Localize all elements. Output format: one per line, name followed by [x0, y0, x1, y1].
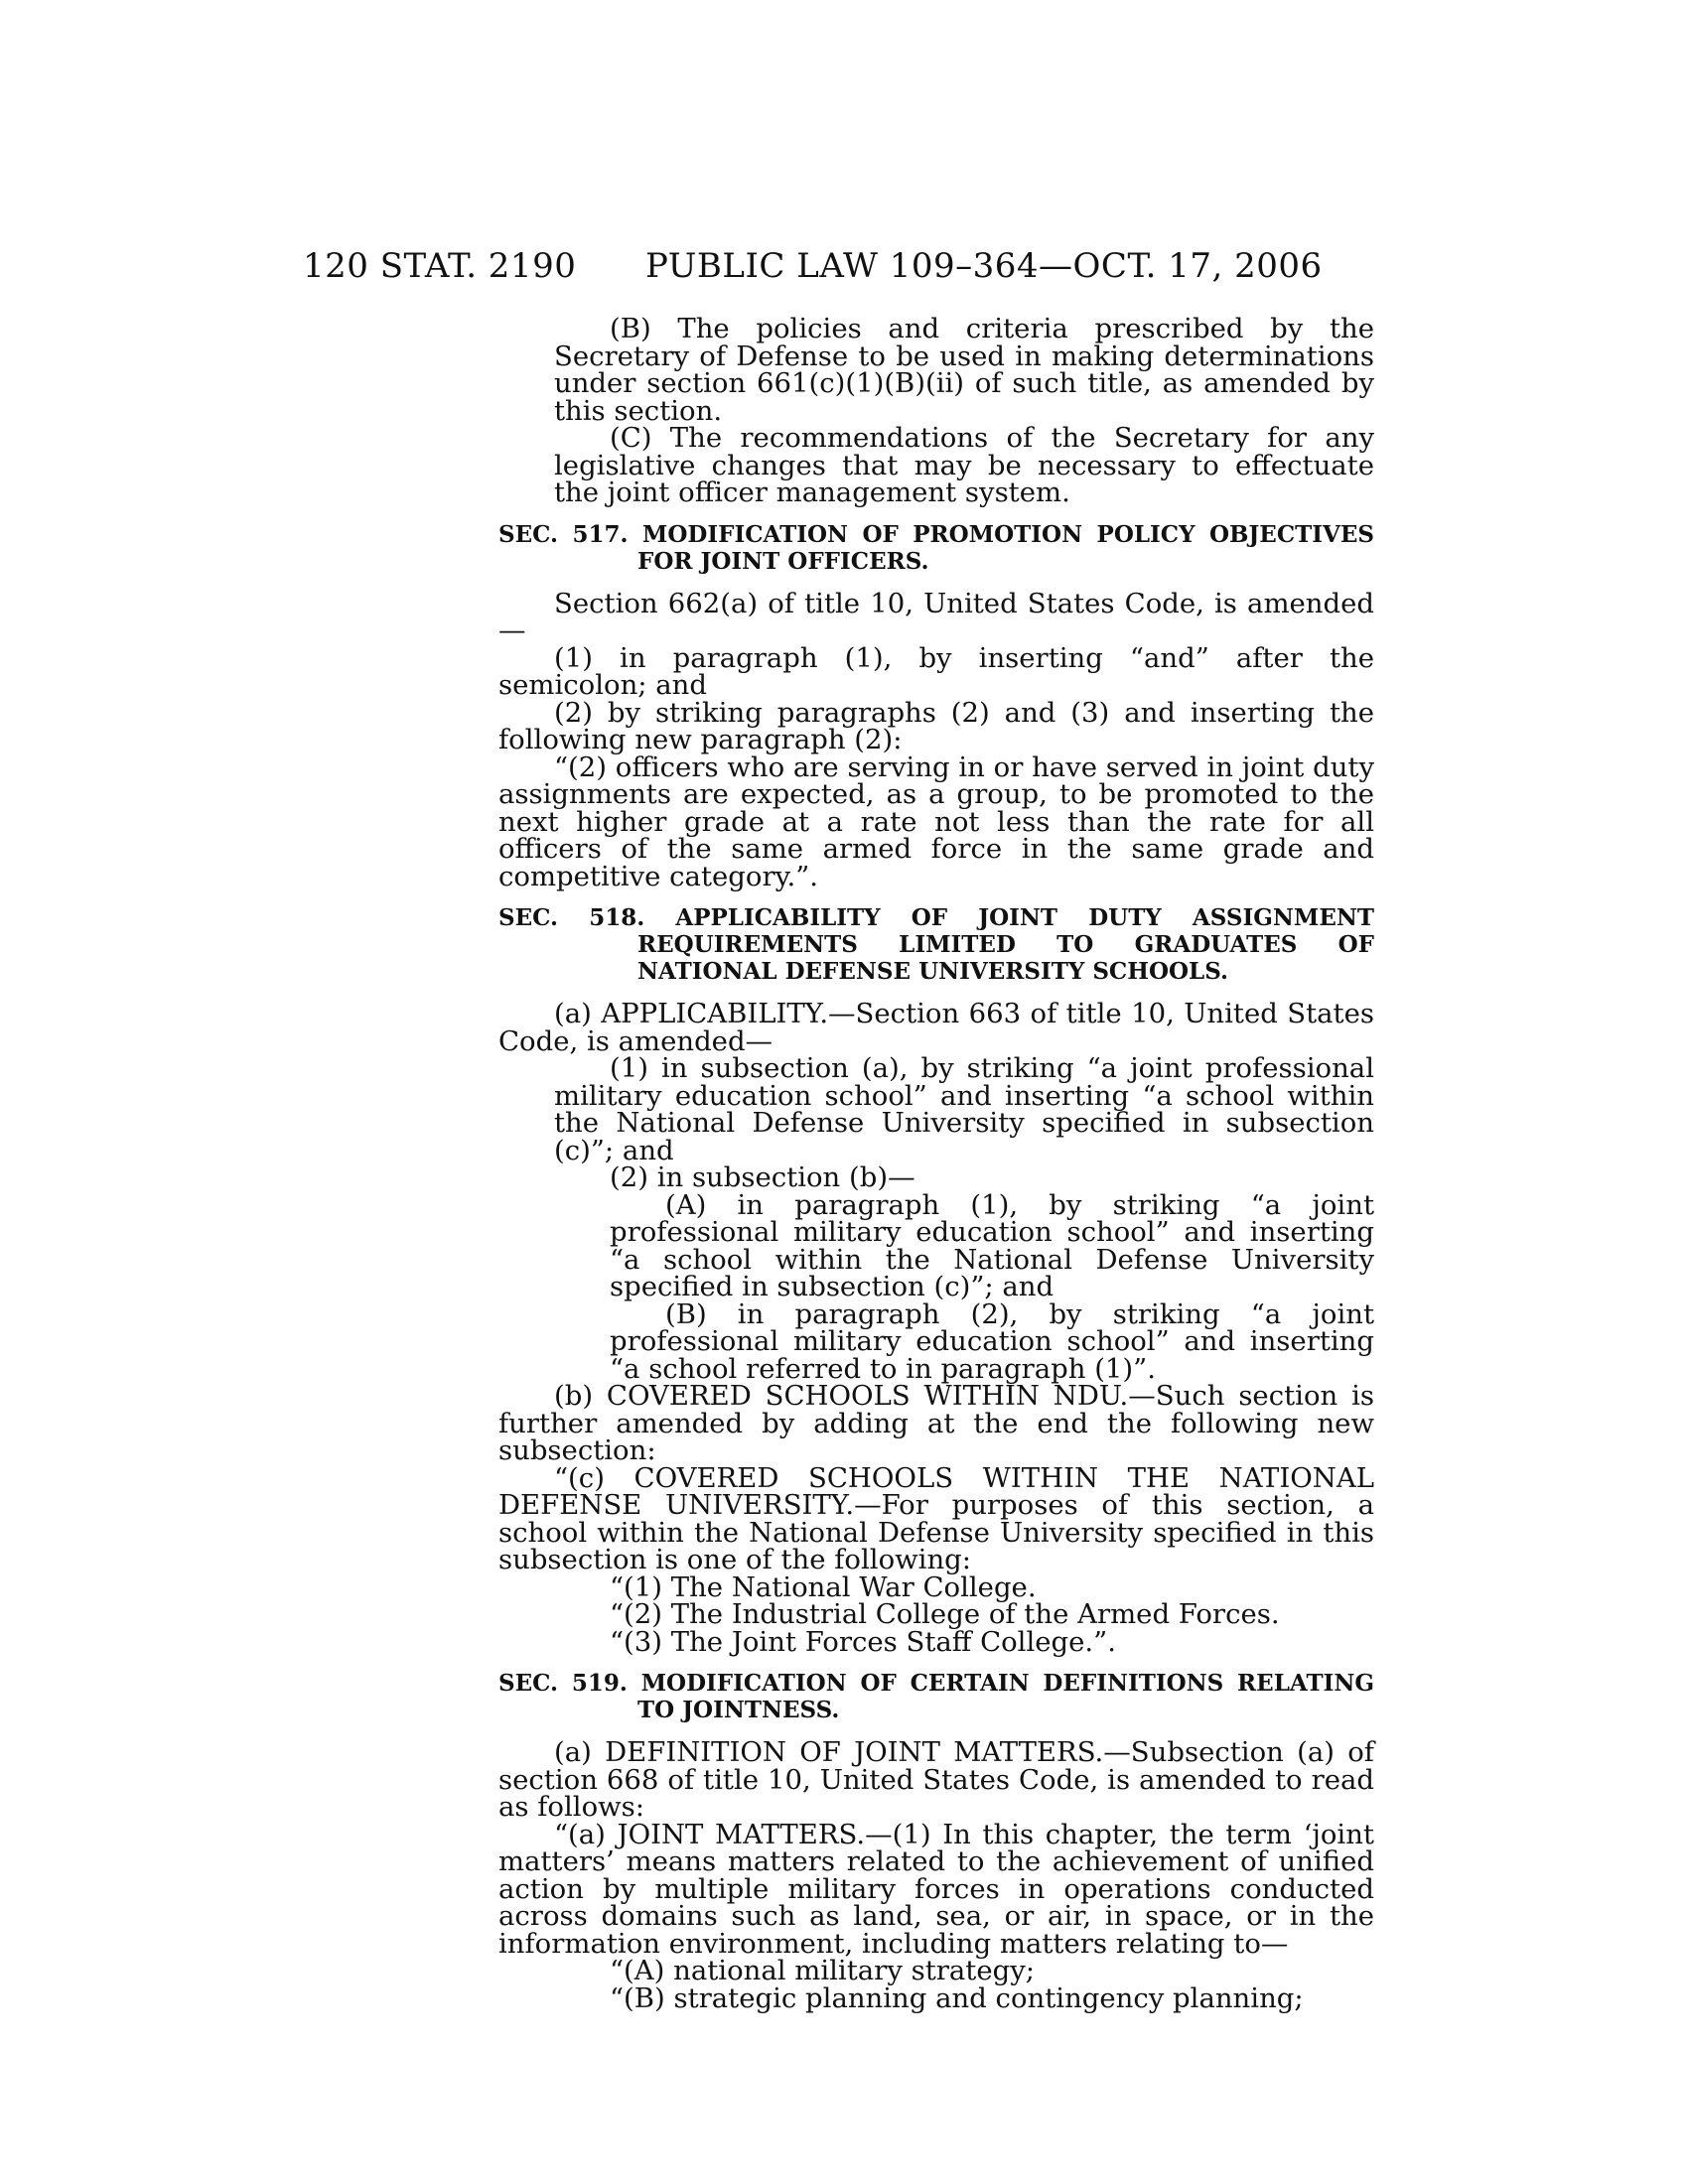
paragraph: Section 662(a) of title 10, United States Code, is amended—: [498, 587, 1374, 646]
paragraph: (B) in paragraph (2), by striking “a joint professional military education school” and inserting “a school referred to in paragraph (1)”.: [610, 1297, 1374, 1385]
section-heading: SEC. 519. MODIFICATION OF CERTAIN DEFINITIONS RELATING TO JOINTNESS.: [498, 1670, 1374, 1723]
list-item: “(2) The Industrial College of the Armed Forces.: [610, 1598, 1280, 1630]
paragraph: (a) DEFINITION OF JOINT MATTERS.—Subsection (a) of section 668 of title 10, United States Code, is amended to read as follows:: [498, 1736, 1374, 1823]
paragraph: (1) in paragraph (1), by inserting “and” after the semicolon; and: [498, 641, 1374, 701]
paragraph: (1) in subsection (a), by striking “a joint professional military education school” and inserting “a school within the National Defense University specified in subsection (c)”; and: [554, 1052, 1374, 1166]
paragraph: (2) by striking paragraphs (2) and (3) and inserting the following new paragraph (2):: [498, 696, 1374, 755]
law-reference: PUBLIC LAW 109–364—OCT. 17, 2006: [645, 246, 1323, 286]
paragraph: “(2) officers who are serving in or have served in joint duty assignments are expected, as a group, to be promoted to the next higher grade at a rate not less than the rate for all officers of the same armed force in the same grade and competitive category.”.: [498, 751, 1374, 892]
section-heading: SEC. 517. MODIFICATION OF PROMOTION POLICY OBJECTIVES FOR JOINT OFFICERS.: [498, 520, 1374, 575]
paragraph: (B) The policies and criteria prescribed by the Secretary of Defense to be used in making determinations under section 661(c)(1)(B)(ii) of such title, as amended by this section.: [554, 313, 1374, 427]
paragraph: (b) COVERED SCHOOLS WITHIN NDU.—Such section is further amended by adding at the end the following new subsection:: [498, 1380, 1374, 1466]
paragraph: (a) APPLICABILITY.—Section 663 of title 10, United States Code, is amended—: [498, 998, 1374, 1057]
paragraph: “(c) COVERED SCHOOLS WITHIN THE NATIONAL DEFENSE UNIVERSITY.—For purposes of this section, a school within the National Defense University specified in this subsection is one of the following:: [498, 1461, 1374, 1575]
section-heading: SEC. 518. APPLICABILITY OF JOINT DUTY ASSIGNMENT REQUIREMENTS LIMITED TO GRADUATES OF NATIONAL DEFENSE UNIVERSITY SCHOOLS.: [498, 904, 1374, 985]
page-reference: 120 STAT. 2190: [303, 246, 577, 286]
list-item: “(B) strategic planning and contingency planning;: [610, 1981, 1304, 2014]
list-item: “(3) The Joint Forces Staff College.”.: [610, 1625, 1116, 1658]
paragraph: (2) in subsection (b)—: [610, 1161, 915, 1193]
list-item: “(A) national military strategy;: [610, 1955, 1036, 1986]
paragraph: (C) The recommendations of the Secretary for any legislative changes that may be necessary to effectuate the joint officer management system.: [554, 422, 1374, 508]
list-item: “(1) The National War College.: [610, 1570, 1037, 1603]
paragraph: “(a) JOINT MATTERS.—(1) In this chapter, the term ‘joint matters’ means matters related to the achievement of unified action by multiple military forces in operations conducted across domains such as land, sea, or air, in space, or in the information environment, including matters relating to—: [498, 1818, 1374, 1960]
paragraph: (A) in paragraph (1), by striking “a joint professional military education school” and inserting “a school within the National Defense University specified in subsection (c)”; and: [610, 1188, 1374, 1302]
document-body: [498, 313, 1374, 2014]
